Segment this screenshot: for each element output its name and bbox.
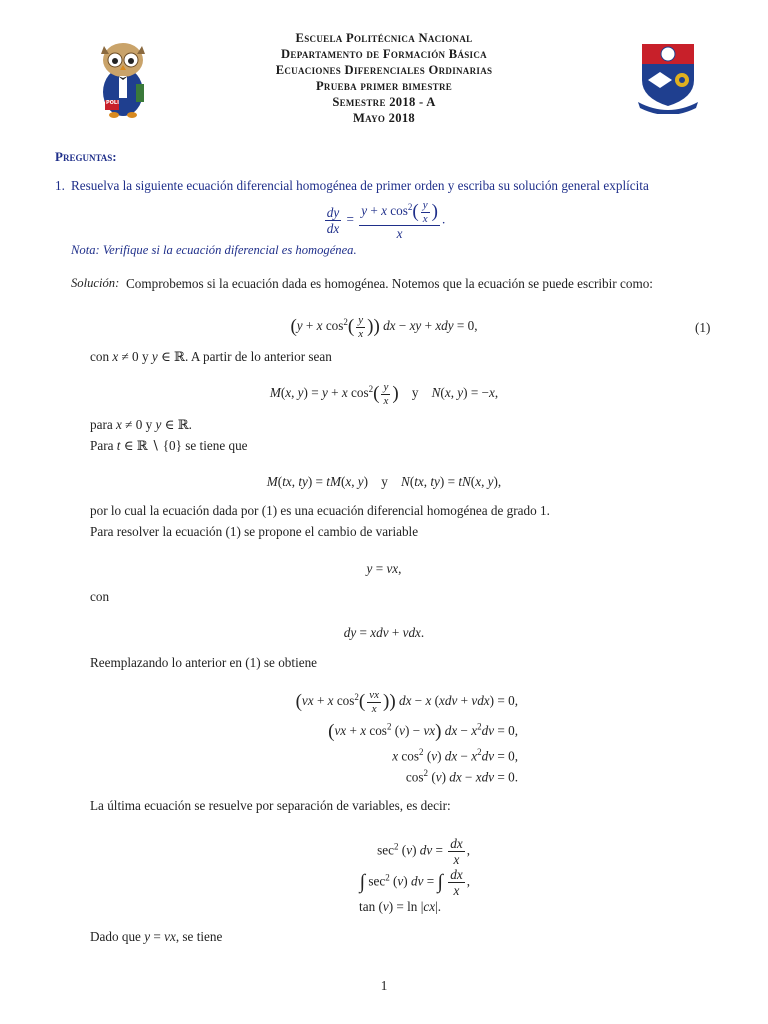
equation-step-2: (vx + x $\cos^2 (v) - vx$) dx − $x^2dv = 0$, [328,721,518,742]
paragraph-con2: con [90,589,110,604]
paragraph-resolver: Para resolver la ecuación (1) se propone el cambio de variable [90,524,419,539]
header-date: Mayo 2018 [352,111,416,125]
question-text: Resuelva la siguiente ecuación diferencial homogénea de primer orden y escriba su solución general explícita [71,178,649,193]
page-number: 1 [380,978,388,993]
header-exam: Prueba primer bimestre [315,79,453,93]
owl-badge-text: POLI [106,100,119,106]
paragraph-para-t: Para t ∈ ℝ ∖ {0} se tiene que [90,438,248,453]
paragraph-dado: Dado que y = vx, se tiene [90,929,223,944]
equation-substitution: y = vx, [366,561,402,576]
equation-1: (y + x $\cos^2$( $\frac{y}{x}$ )) dx − xy + xdy = 0, [290,314,478,340]
equation-step-4: $\cos^2 (v)$ dx − xdv = 0. [405,768,518,785]
question-equation: $\frac{dy}{dx}$ = y + x $\cos^2$( $\frac{y}{x}$ ) x . [326,199,446,242]
paragraph-para: para x ≠ 0 y y ∈ ℝ. [90,417,192,432]
paragraph-ultima: La última ecuación se resuelve por separación de variables, es decir: [90,798,451,813]
question-number: 1. [55,178,65,193]
equation-homogeneous: M(tx, ty) = tM(x, y) y N(tx, ty) = tN(x, y), [266,474,502,489]
header-department: Departamento de Formación Básica [281,47,487,61]
paragraph-reemplazando: Reemplazando lo anterior en (1) se obtiene [90,655,318,670]
equation-separation-3: tan (v) = ln |cx|. [359,899,441,914]
header-school: Escuela Politécnica Nacional [295,31,473,45]
equation-dy: dy = xdv + vdx. [343,625,425,640]
solution-intro: Comprobemos si la ecuación dada es homogénea. Notemos que la ecuación se puede escribir como: [126,276,653,291]
equation-separation-2: ∫ $\sec^2 (v)$ dv = ∫ $\frac{dx}{x}$ , [359,867,470,899]
paragraph-porlo: por lo cual la ecuación dada por (1) es una ecuación diferencial homogénea de grado 1. [90,503,550,518]
header-course: Ecuaciones Diferenciales Ordinarias [275,63,493,77]
equation-1-tag: (1) [695,320,711,335]
header-semester: Semestre 2018 - A [332,95,436,109]
equation-step-3: x $\cos^2 (v)$ dx − $x^2dv = 0$, [392,747,518,764]
equation-separation-1: $\sec^2 (v)$ dv = $\frac{dx}{x}$ , [377,836,470,868]
question-note: Nota: Verifique si la ecuación diferencial es homogénea. [71,243,357,257]
solution-label: Solución: [71,276,120,290]
section-title: Preguntas: [55,149,117,164]
equation-mn: M(x, y) = y + x $\cos^2$( $\frac{y}{x}$ ) y N(x, y) = −x, [269,381,499,407]
equation-step-1: (vx + x $\cos^2$( $\frac{vx}{x}$ )) dx − x (xdv + vdx) = 0, [295,689,518,715]
paragraph-con: con x ≠ 0 y y ∈ ℝ. A partir de lo anterior sean [90,349,332,364]
